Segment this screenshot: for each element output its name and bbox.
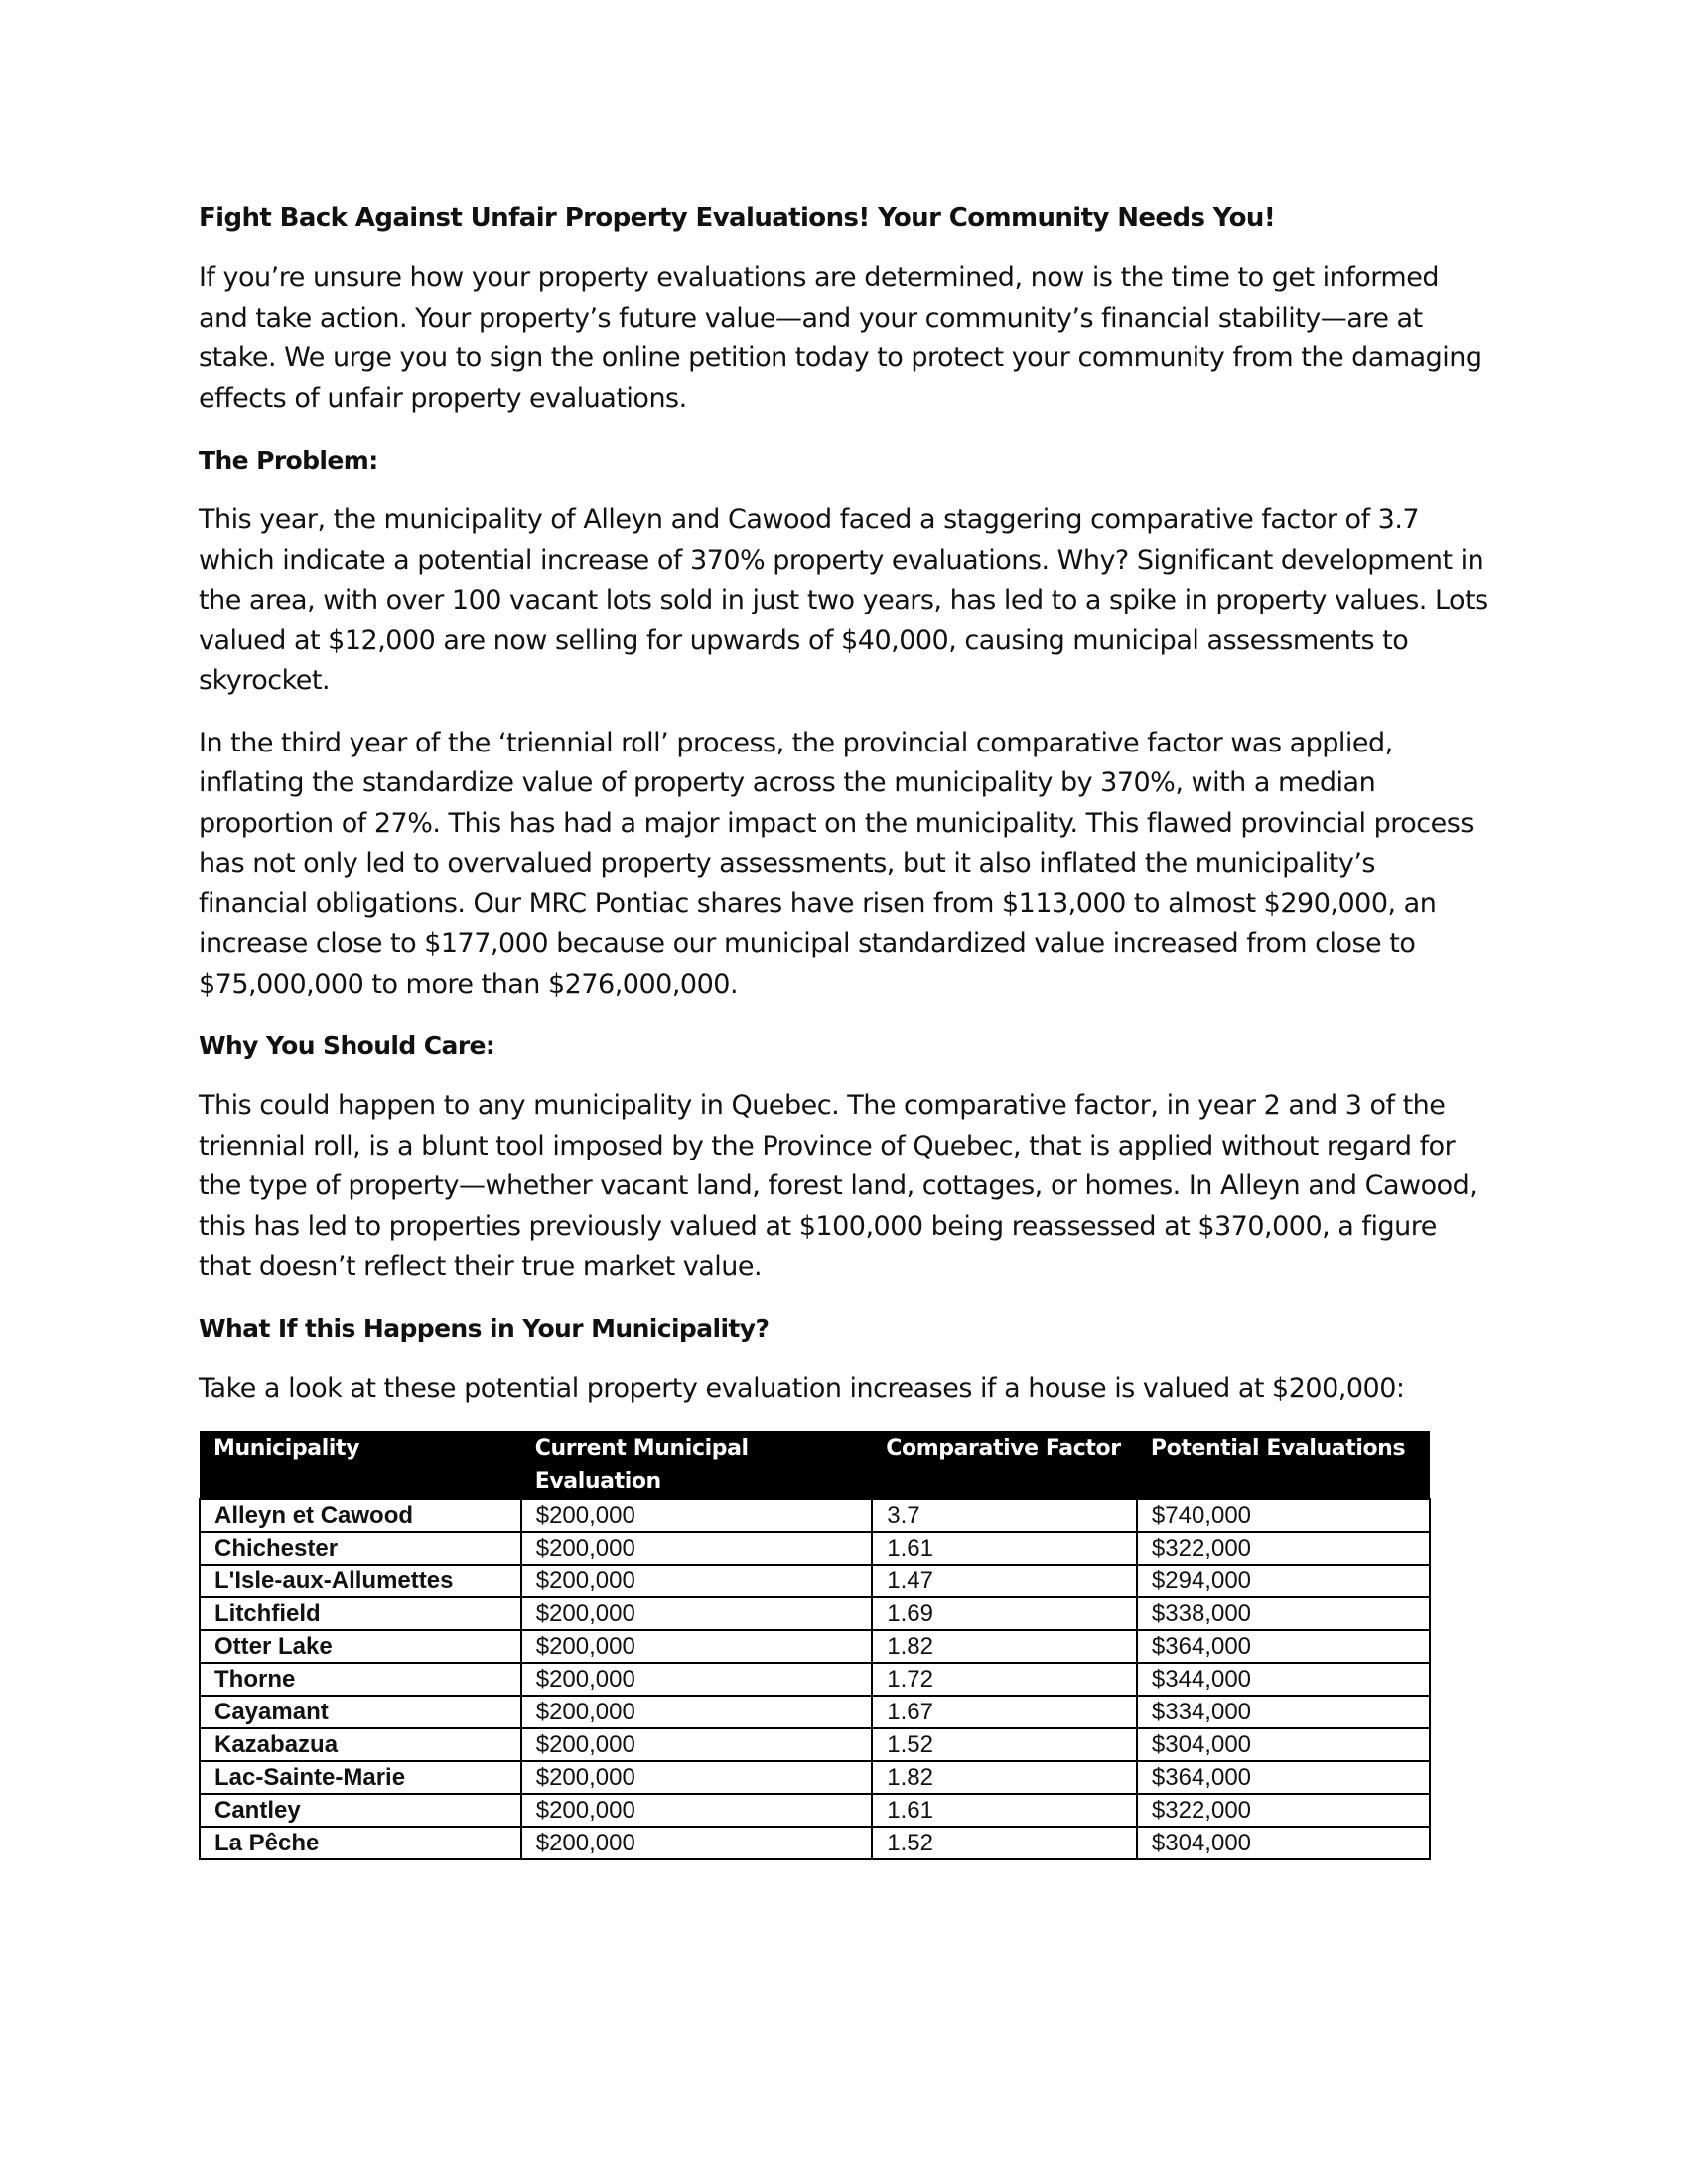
cell-comparative-factor: 1.47 (872, 1565, 1137, 1597)
cell-comparative-factor: 1.69 (872, 1597, 1137, 1630)
table-row (200, 1565, 1430, 1597)
cell-municipality: La Pêche (200, 1827, 521, 1859)
cell-potential-evaluation: $338,000 (1137, 1597, 1430, 1630)
cell-current-evaluation: $200,000 (521, 1597, 873, 1630)
cell-potential-evaluation: $740,000 (1137, 1499, 1430, 1532)
problem-paragraph-2: In the third year of the ‘triennial roll’ process, the provincial comparative factor was applied, inflating the standardize value of property across the municipality by 370%, with a median proportion of 27%. This has had a major impact on the municipality. This flawed provincial process has not only led to overvalued property assessments, but it also inflated the municipality’s financial obligations. Our MRC Pontiac shares have risen from $113,000 to almost $290,000, an increase close to $177,000 because our municipal standardized value increased from close to $75,000,000 to more than $276,000,000. (199, 727, 1474, 1000)
cell-current-evaluation: $200,000 (521, 1630, 873, 1663)
cell-comparative-factor: 1.52 (872, 1827, 1137, 1859)
table-header-row (200, 1431, 1430, 1499)
what-if-heading: What If this Happens in Your Municipality? (199, 1313, 770, 1343)
problem-paragraph-1: This year, the municipality of Alleyn and Cawood faced a staggering comparative factor of 3.7 which indicate a potential increase of 370% property evaluations. Why? Significant development in the area, with over 100 vacant lots sold in just two years, has led to a spike in property values. Lots valued at $12,000 are now selling for upwards of $40,000, causing municipal assessments to skyrocket. (199, 504, 1488, 696)
cell-municipality: Lac-Sainte-Marie (200, 1761, 521, 1794)
cell-current-evaluation: $200,000 (521, 1761, 873, 1794)
cell-comparative-factor: 1.72 (872, 1663, 1137, 1696)
table-row (200, 1728, 1430, 1761)
cell-potential-evaluation: $304,000 (1137, 1827, 1430, 1859)
cell-comparative-factor: 1.82 (872, 1630, 1137, 1663)
cell-municipality: Kazabazua (200, 1728, 521, 1761)
table-row (200, 1532, 1430, 1565)
header-comparative-factor: Comparative Factor (872, 1431, 1137, 1499)
table-row (200, 1696, 1430, 1728)
cell-comparative-factor: 1.52 (872, 1728, 1137, 1761)
header-potential-evaluations: Potential Evaluations (1137, 1431, 1430, 1499)
header-municipality: Municipality (200, 1431, 521, 1499)
cell-current-evaluation: $200,000 (521, 1565, 873, 1597)
table-row (200, 1827, 1430, 1859)
cell-municipality: Otter Lake (200, 1630, 521, 1663)
table-row (200, 1663, 1430, 1696)
cell-potential-evaluation: $364,000 (1137, 1630, 1430, 1663)
document-page (199, 199, 1489, 1860)
table-body (200, 1499, 1430, 1859)
header-current-evaluation: Current Municipal Evaluation (521, 1431, 873, 1499)
cell-potential-evaluation: $344,000 (1137, 1663, 1430, 1696)
cell-comparative-factor: 3.7 (872, 1499, 1137, 1532)
cell-current-evaluation: $200,000 (521, 1663, 873, 1696)
cell-potential-evaluation: $304,000 (1137, 1728, 1430, 1761)
cell-potential-evaluation: $334,000 (1137, 1696, 1430, 1728)
table-row (200, 1630, 1430, 1663)
table-row (200, 1597, 1430, 1630)
care-paragraph: This could happen to any municipality in Quebec. The comparative factor, in year 2 and 3 of the triennial roll, is a blunt tool imposed by the Province of Quebec, that is applied without regard for the type of property—whether vacant land, forest land, cottages, or homes. In Alleyn and Cawood, this has led to properties previously valued at $100,000 being reassessed at $370,000, a figure that doesn’t reflect their true market value. (199, 1090, 1477, 1282)
table-row (200, 1761, 1430, 1794)
cell-municipality: Alleyn et Cawood (200, 1499, 521, 1532)
problem-heading: The Problem: (199, 446, 378, 475)
cell-municipality: Cantley (200, 1794, 521, 1827)
table-row (200, 1499, 1430, 1532)
cell-potential-evaluation: $294,000 (1137, 1565, 1430, 1597)
cell-current-evaluation: $200,000 (521, 1696, 873, 1728)
cell-potential-evaluation: $322,000 (1137, 1794, 1430, 1827)
cell-comparative-factor: 1.61 (872, 1794, 1137, 1827)
cell-current-evaluation: $200,000 (521, 1794, 873, 1827)
cell-current-evaluation: $200,000 (521, 1532, 873, 1565)
cell-municipality: Thorne (200, 1663, 521, 1696)
cell-municipality: L'Isle-aux-Allumettes (200, 1565, 521, 1597)
cell-comparative-factor: 1.61 (872, 1532, 1137, 1565)
cell-municipality: Litchfield (200, 1597, 521, 1630)
cell-potential-evaluation: $322,000 (1137, 1532, 1430, 1565)
page-title: Fight Back Against Unfair Property Evaluations! Your Community Needs You! (199, 204, 1276, 233)
cell-municipality: Cayamant (200, 1696, 521, 1728)
cell-comparative-factor: 1.67 (872, 1696, 1137, 1728)
cell-current-evaluation: $200,000 (521, 1728, 873, 1761)
cell-current-evaluation: $200,000 (521, 1499, 873, 1532)
cell-municipality: Chichester (200, 1532, 521, 1565)
cell-comparative-factor: 1.82 (872, 1761, 1137, 1794)
cell-potential-evaluation: $364,000 (1137, 1761, 1430, 1794)
what-if-paragraph: Take a look at these potential property evaluation increases if a house is valued at $200,000: (199, 1372, 1405, 1404)
cell-current-evaluation: $200,000 (521, 1827, 873, 1859)
evaluation-table (199, 1431, 1431, 1860)
table-row (200, 1794, 1430, 1827)
intro-paragraph: If you’re unsure how your property evaluations are determined, now is the time to get informed and take action. Your property’s future value—and your community’s financial stability—are at stake. We urge you to sign the online petition today to protect your community from the damaging effects of unfair property evaluations. (199, 262, 1482, 414)
care-heading: Why You Should Care: (199, 1031, 495, 1060)
